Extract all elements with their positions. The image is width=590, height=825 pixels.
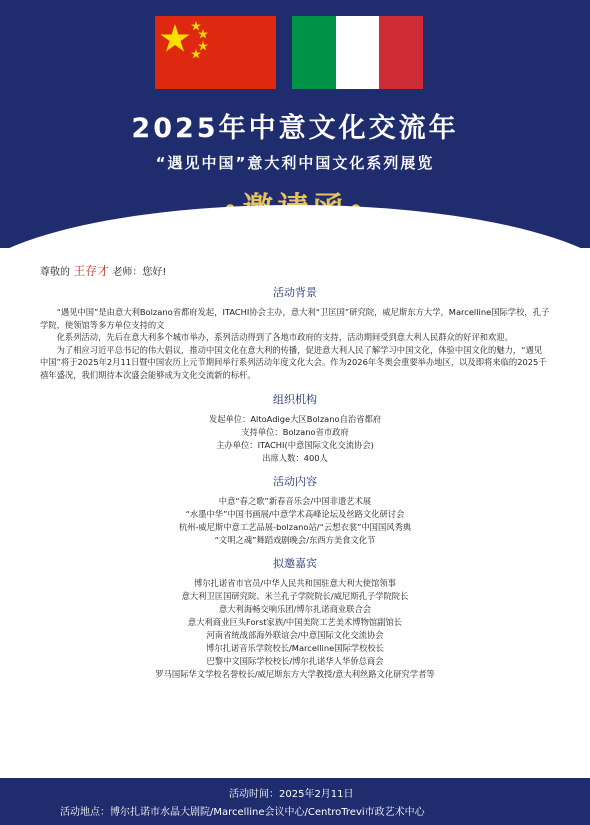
italy-flag-icon: [292, 16, 423, 89]
section-title-content: 活动内容: [273, 475, 317, 488]
guest-list: [40, 577, 550, 681]
organization-line: 出席人数：400人: [262, 453, 328, 463]
event-location-label: 活动地点：: [60, 807, 110, 818]
content-list: [40, 495, 550, 547]
event-location: [60, 803, 425, 818]
event-time: [229, 785, 354, 800]
section-title-guests: 拟邀嘉宾: [273, 557, 317, 570]
content-line: “文明之魂”舞蹈戏剧晚会/东西方美食文化节: [214, 535, 376, 545]
organization-line: 支持单位：Bolzano省市政府: [241, 427, 349, 437]
event-location-value: 博尔扎诺市水晶大剧院/Marcelline会议中心/CentroTrevi市政艺术中心: [110, 807, 425, 818]
organization-list: [40, 413, 550, 465]
content-line: “水墨中华”中国书画展/中意学术高峰论坛及丝路文化研讨会: [185, 509, 405, 519]
content-line: 杭州-威尼斯中意工艺品展-bolzano站/“云想衣裳”中国国风秀典: [178, 522, 412, 532]
organization-line: 发起单位：AltoAdige大区Bolzano自治省都府: [208, 414, 382, 424]
guest-line: 巴黎中文国际学校校长/博尔扎诺华人华侨总商会: [206, 656, 384, 666]
page-title: 2025年中意文化交流年: [131, 113, 459, 144]
event-time-value: 2025年2月11日: [279, 789, 354, 800]
page-subtitle: “遇见中国”意大利中国文化系列展览: [155, 154, 435, 172]
section-title-organization: 组织机构: [273, 393, 317, 406]
background-paragraph: 为了相应习近平总书记的伟大倡议，推动中国文化在意大利的传播，促进意大利人民了解学习中国文化，体验中国文化的魅力，“遇见中国”将于2025年2月11日暨中国农历上元节期间举行系列活动年度文化大会。作为2026年冬奥会重要举办地区，以及即将来临的2025千禧年盛况，我们期待本次盛会能够成为文化交流新的标杆。: [40, 344, 547, 380]
guest-line: 河南省统战部海外联谊会/中意国际文化交流协会: [206, 630, 384, 640]
greeting: [40, 262, 550, 279]
guest-line: 意大利海畅交响乐团/博尔扎诺商业联合会: [218, 604, 372, 614]
recipient-name: 王存才: [73, 264, 110, 278]
background-paragraph: “遇见中国”是由意大利Bolzano省都府发起，ITACHI协会主办，意大利“卫匡国”研究院，威尼斯东方大学，Marcelline国际学校，孔子学院，使领馆等多方单位支持的文: [40, 307, 550, 330]
organization-line: 主办单位：ITACHI(中意国际文化交流协会): [216, 440, 374, 450]
event-time-label: 活动时间：: [229, 789, 279, 800]
guest-line: 罗马国际华文学校名誉校长/威尼斯东方大学教授/意大利丝路文化研究学者等: [155, 669, 435, 679]
guest-line: 意大利商业巨头Forst家族/中国美院工艺美术博物馆副馆长: [187, 617, 403, 627]
guest-line: 博尔扎诺省市官员/中华人民共和国驻意大利大使馆领事: [194, 578, 396, 588]
china-flag-icon: [155, 16, 276, 89]
guest-line: 意大利卫匡国研究院、米兰孔子学院院长/威尼斯孔子学院院长: [181, 591, 409, 601]
guest-line: 博尔扎诺音乐学院校长/Marcelline国际学校校长: [206, 643, 384, 653]
content-line: 中意“春之歌”新春音乐会/中国非遗艺术展: [218, 496, 372, 506]
footer-banner: [0, 778, 590, 825]
background-paragraph: 化系列活动，先后在意大利多个城市举办，系列活动得到了各地市政府的支持，活动期间受到意大利人民群众的好评和欢迎。: [56, 332, 513, 342]
greeting-suffix: 老师：您好!: [112, 267, 167, 278]
letter-body: [40, 262, 550, 681]
section-title-background: 活动背景: [273, 286, 317, 299]
greeting-prefix: 尊敬的: [40, 267, 70, 278]
